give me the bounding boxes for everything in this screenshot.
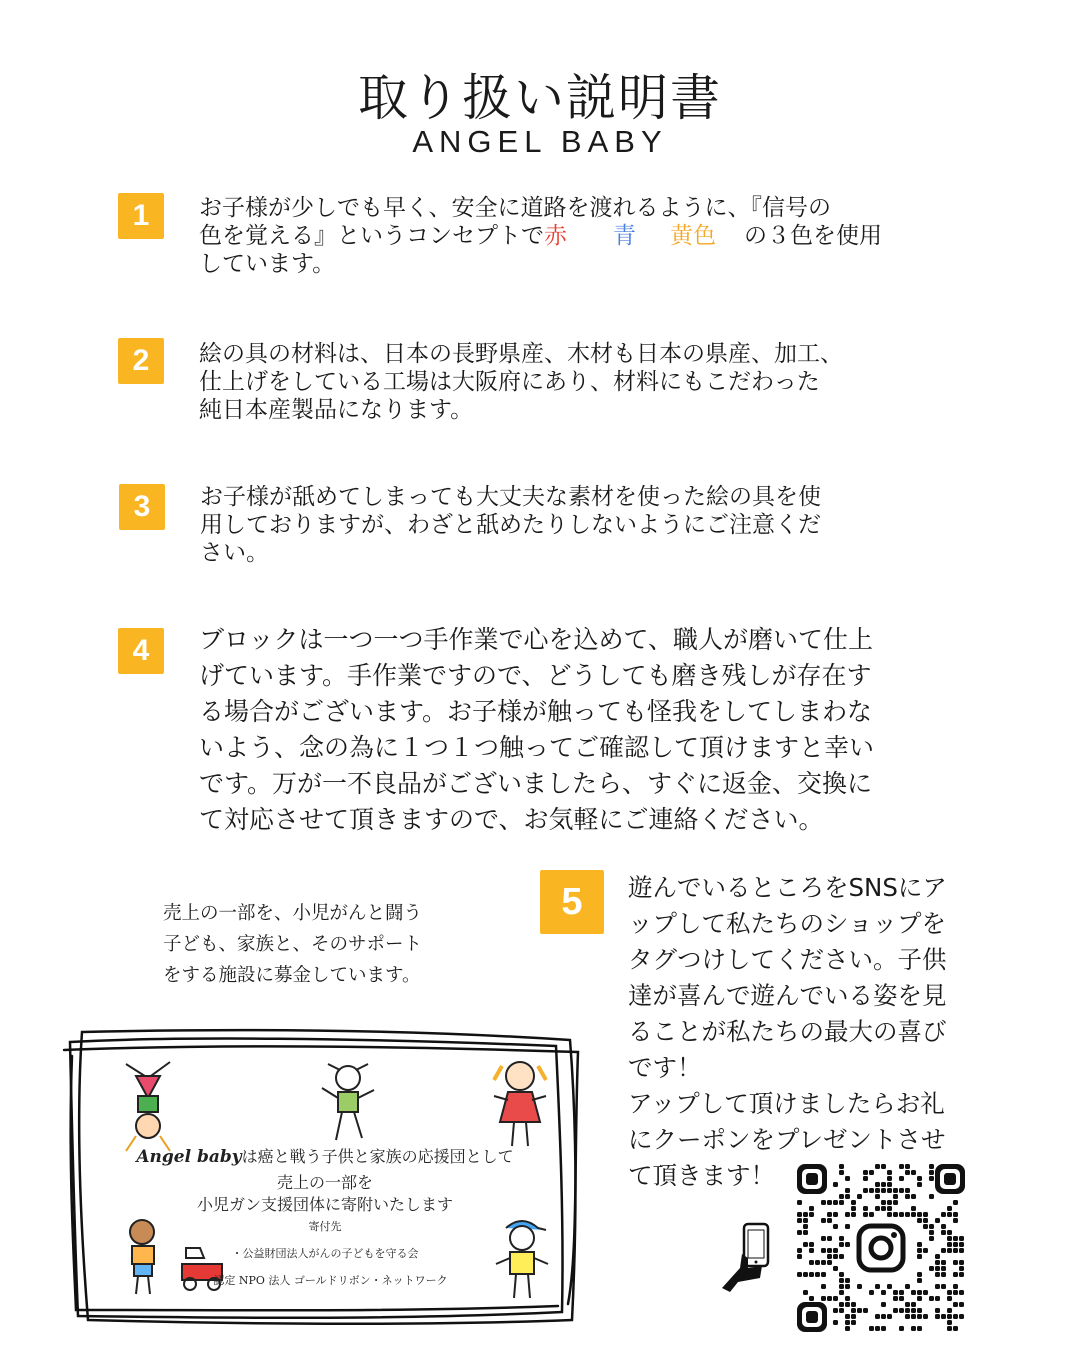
step-text-4: ブロックは一つ一つ手作業で心を込めて、職人が磨いて仕上 げています。手作業ですので、どうしても磨き残しが存在す る場合がございます。お子様が触っても怪我をしてしまわな いよう、念の為に１つ１つ触ってご確認して頂けますと幸い です。万が一不良品がございましたら、すぐに返金、交換に て対応させて頂きますので、お気軽にご連絡ください。 bbox=[199, 625, 875, 834]
page-title: 取り扱い説明書 bbox=[358, 69, 722, 127]
child-jumping-illustration bbox=[318, 1060, 378, 1150]
step-text-2: 絵の具の材料は、日本の長野県産、木材も日本の県産、加工、 仕上げをしている工場は大阪府にあり、材料にもこだわった 純日本産製品になります。 bbox=[199, 341, 843, 423]
step-badge-2: 2 bbox=[118, 338, 164, 384]
color-word-yellow: 黄色 bbox=[670, 223, 716, 249]
color-word-red: 赤 bbox=[544, 223, 567, 249]
step-badge-3: 3 bbox=[119, 484, 165, 530]
child-handstand-illustration bbox=[118, 1056, 178, 1156]
step-text-3: お子様が舐めてしまっても大丈夫な素材を使った絵の具を使 用しておりますが、わざと舐めたりしないようにご注意くだ さい。 bbox=[200, 484, 821, 566]
step-badge-4: 4 bbox=[118, 628, 164, 674]
card-recipient-2: ・認定 NPO 法人 ゴールドリボン・ネットワーク bbox=[202, 1274, 448, 1287]
donation-text: 売上の一部を、小児がんと闘う 子ども、家族と、そのサポート をする施設に募金しています。 bbox=[163, 903, 423, 986]
instagram-qr-code[interactable] bbox=[795, 1162, 967, 1334]
hand-holding-phone-icon bbox=[718, 1222, 778, 1292]
child-girl-illustration bbox=[488, 1056, 552, 1150]
donation-card bbox=[80, 1038, 570, 1308]
card-recipients-label: 寄付先 bbox=[308, 1220, 342, 1233]
card-line-1: Angel babyは癌と戦う子供と家族の応援団として bbox=[136, 1147, 514, 1167]
card-line-2: 売上の一部を bbox=[276, 1173, 373, 1192]
card-line-3: 小児ガン支援団体に寄附いたします bbox=[196, 1195, 453, 1214]
card-recipient-1: ・公益財団法人がんの子どもを守る会 bbox=[231, 1247, 419, 1260]
step-badge-5: 5 bbox=[540, 870, 604, 934]
step-text-1: お子様が少しでも早く、安全に道路を渡れるように、『信号の 色を覚える』というコンセプトで赤 青 黄色 の３色を使用 しています。 bbox=[199, 195, 882, 277]
color-word-blue: 青 bbox=[613, 223, 636, 249]
step-badge-1: 1 bbox=[118, 193, 164, 239]
step-text-5: 遊んでいるところをSNSにア ップして私たちのショップを タグつけしてください。子供 達が喜んで遊んでいる姿を見 ることが私たちの最大の喜び です！ アップして頂けましたらお礼 にクーポンをプレゼントさせ て頂きます！ bbox=[628, 873, 947, 1190]
brand-subtitle: ANGEL BABY bbox=[412, 124, 668, 159]
